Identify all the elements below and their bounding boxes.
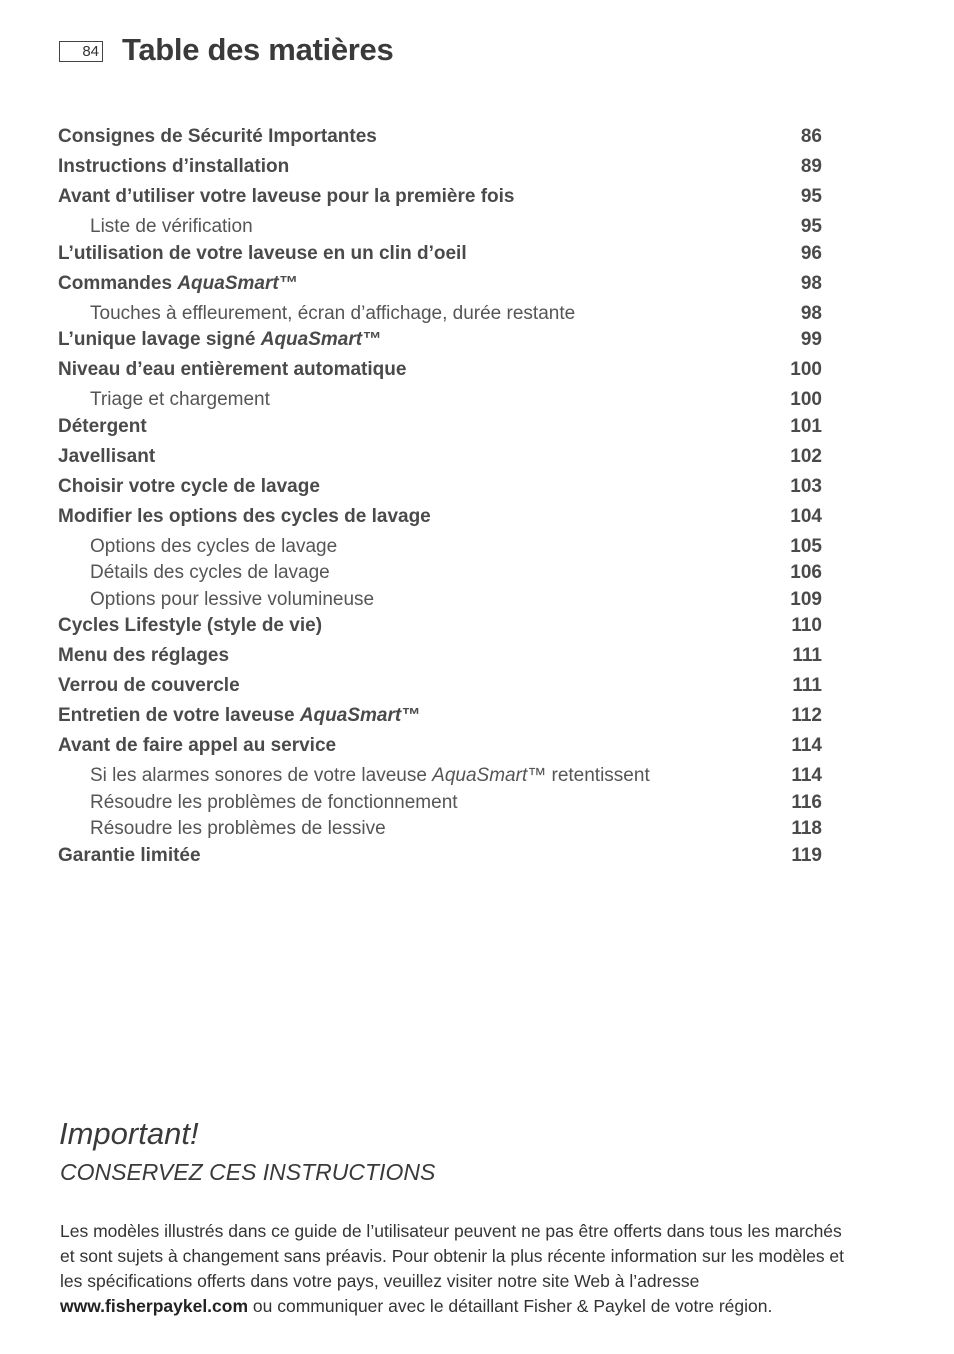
toc-entry[interactable] — [58, 845, 822, 875]
toc-entry-title — [90, 765, 650, 786]
toc-entry-text: Consignes de Sécurité Importantes — [58, 126, 377, 147]
toc-page-number: 89 — [800, 156, 822, 177]
toc-entry[interactable] — [58, 705, 822, 735]
toc-entry-title — [58, 446, 155, 467]
toc-entry-text: Javellisant — [58, 445, 156, 467]
toc-page-number: 119 — [791, 844, 822, 866]
toc-entry-title — [58, 186, 515, 207]
toc-page-number: 98 — [800, 272, 822, 294]
toc-entry-text: Instructions d’installation — [58, 156, 290, 177]
toc-page-number: 109 — [790, 588, 822, 610]
toc-entry-brand: AquaSmart™ — [432, 765, 547, 786]
toc-entry-text: Détails des cycles de lavage — [90, 562, 330, 583]
toc-entry[interactable] — [58, 243, 822, 273]
toc-entry[interactable] — [58, 329, 822, 359]
toc-entry[interactable] — [58, 156, 822, 186]
toc-subentry[interactable] — [58, 589, 822, 616]
toc-entry-text: Choisir votre cycle de lavage — [58, 475, 320, 497]
toc-entry[interactable] — [58, 186, 822, 216]
toc-page-number: 112 — [791, 705, 822, 726]
toc-entry-title — [90, 818, 386, 839]
toc-entry-text: Verrou de couvercle — [58, 675, 240, 696]
note-text-end: ou communiquer avec le détaillant Fisher & Paykel de votre région. — [248, 1296, 773, 1316]
toc-entry-brand: AquaSmart™ — [299, 705, 421, 726]
toc-page-number: 95 — [800, 216, 822, 237]
toc-page-number: 105 — [790, 535, 822, 557]
toc-entry-title — [58, 476, 320, 497]
page-title: Table des matières — [122, 32, 394, 67]
toc-entry-title — [90, 536, 337, 557]
toc-entry[interactable] — [58, 645, 822, 675]
toc-entry-title — [58, 675, 240, 696]
toc-entry-text: Niveau d’eau entièrement automatique — [58, 359, 407, 380]
toc-entry-text: L’unique lavage signé — [58, 329, 261, 350]
note-text: Les modèles illustrés dans ce guide de l’utilisateur peuvent ne pas être offerts dans tous les marchés et sont sujets à changement sans préavis. Pour obtenir la plus récente information sur les modèles et les spécifications offerts dans votre pays, veuillez visiter notre site Web à l’adresse — [60, 1221, 845, 1291]
toc-entry-text: Options des cycles de lavage — [90, 535, 338, 557]
toc-page-number: 98 — [800, 302, 822, 324]
toc-entry-title — [90, 303, 575, 324]
toc-entry[interactable] — [58, 615, 822, 645]
toc-subentry[interactable] — [58, 216, 822, 243]
toc-entry-title — [58, 273, 298, 294]
toc-page-number: 86 — [800, 126, 822, 147]
toc-page-number: 118 — [791, 818, 822, 839]
toc-entry-title — [58, 416, 147, 437]
toc-entry[interactable] — [58, 273, 822, 303]
website-link[interactable]: www.fisherpaykel.com — [60, 1296, 249, 1316]
toc-entry-title — [58, 645, 229, 666]
toc-entry-text: Avant de faire appel au service — [58, 735, 337, 756]
toc-entry-text: Si les alarmes sonores de votre laveuse — [90, 765, 433, 786]
toc-entry-title — [58, 156, 289, 177]
toc-page-number: 95 — [800, 186, 822, 207]
toc-entry-text: Avant d’utiliser votre laveuse pour la première fois — [58, 186, 515, 207]
toc-page-number: 101 — [790, 415, 822, 437]
toc-entry-title — [90, 216, 253, 237]
toc-entry-title — [58, 506, 431, 527]
toc-page-number: 114 — [791, 735, 822, 756]
toc-entry-title — [58, 243, 467, 264]
toc-page-number: 116 — [791, 791, 822, 813]
toc-entry-title — [58, 705, 420, 726]
toc-entry-text: Modifier les options des cycles de lavage — [58, 505, 431, 527]
toc-page-number: 110 — [791, 615, 822, 636]
toc-subentry[interactable] — [58, 536, 822, 563]
toc-entry-text: Résoudre les problèmes de lessive — [90, 818, 386, 839]
toc-entry-text: Entretien de votre laveuse — [58, 705, 300, 726]
toc-page-number: 114 — [791, 765, 822, 786]
toc-entry-title — [90, 562, 330, 583]
toc-entry-text: L’utilisation de votre laveuse en un clin d’oeil — [58, 242, 467, 264]
toc-entry-text: Menu des réglages — [58, 645, 230, 666]
toc-page-number: 103 — [790, 475, 822, 497]
keep-instructions-heading: CONSERVEZ CES INSTRUCTIONS — [60, 1159, 436, 1185]
toc-entry-text: Commandes — [58, 272, 178, 294]
toc-entry-title — [58, 735, 336, 756]
toc-entry[interactable] — [58, 126, 822, 156]
toc-entry-title — [90, 589, 374, 610]
toc-page-number: 100 — [790, 359, 822, 380]
page-number: 84 — [59, 41, 103, 62]
toc-page-number: 111 — [792, 675, 822, 696]
toc-entry-text: Cycles Lifestyle (style de vie) — [58, 615, 323, 636]
toc-entry[interactable] — [58, 476, 822, 506]
toc-entry-brand: AquaSmart™ — [260, 329, 382, 350]
toc-entry-title — [90, 389, 270, 410]
toc-page-number: 99 — [800, 329, 822, 350]
toc-entry[interactable] — [58, 735, 822, 765]
toc-entry-text: Détergent — [58, 415, 147, 437]
toc-page-number: 111 — [792, 645, 822, 666]
toc-page-number: 102 — [790, 445, 822, 467]
toc-entry-text: Garantie limitée — [58, 844, 201, 866]
toc-entry-text: Liste de vérification — [90, 216, 253, 237]
toc-entry[interactable] — [58, 359, 822, 389]
important-heading: Important! — [59, 1116, 199, 1151]
toc-entry[interactable] — [58, 506, 822, 536]
toc-entry-title — [58, 615, 322, 636]
toc-entry-title — [90, 792, 458, 813]
availability-note — [60, 1219, 860, 1319]
toc-entry-text: Options pour lessive volumineuse — [90, 588, 375, 610]
toc-entry-title — [58, 126, 377, 147]
toc-subentry[interactable] — [58, 562, 822, 589]
toc-page-number: 96 — [800, 242, 822, 264]
toc-entry-title — [58, 329, 381, 350]
toc-entry-text-end: retentissent — [546, 765, 650, 786]
toc-entry[interactable] — [58, 446, 822, 476]
toc-page-number: 104 — [790, 505, 822, 527]
toc-entry-text: Résoudre les problèmes de fonctionnement — [90, 791, 458, 813]
toc-subentry[interactable] — [58, 303, 822, 330]
toc-subentry[interactable] — [58, 389, 822, 416]
toc-entry-title — [58, 359, 406, 380]
toc-entry-brand: AquaSmart™ — [177, 272, 298, 294]
toc-page-number: 100 — [790, 389, 822, 410]
toc-entry-text: Triage et chargement — [90, 389, 270, 410]
toc-subentry[interactable] — [58, 792, 822, 819]
toc-entry-text: Touches à effleurement, écran d’affichage, durée restante — [90, 302, 576, 324]
toc-page-number: 106 — [790, 562, 822, 583]
table-of-contents — [58, 126, 822, 875]
toc-entry[interactable] — [58, 675, 822, 705]
toc-entry[interactable] — [58, 416, 822, 446]
toc-entry-title — [58, 845, 201, 866]
toc-subentry[interactable] — [58, 818, 822, 845]
toc-subentry[interactable] — [58, 765, 822, 792]
